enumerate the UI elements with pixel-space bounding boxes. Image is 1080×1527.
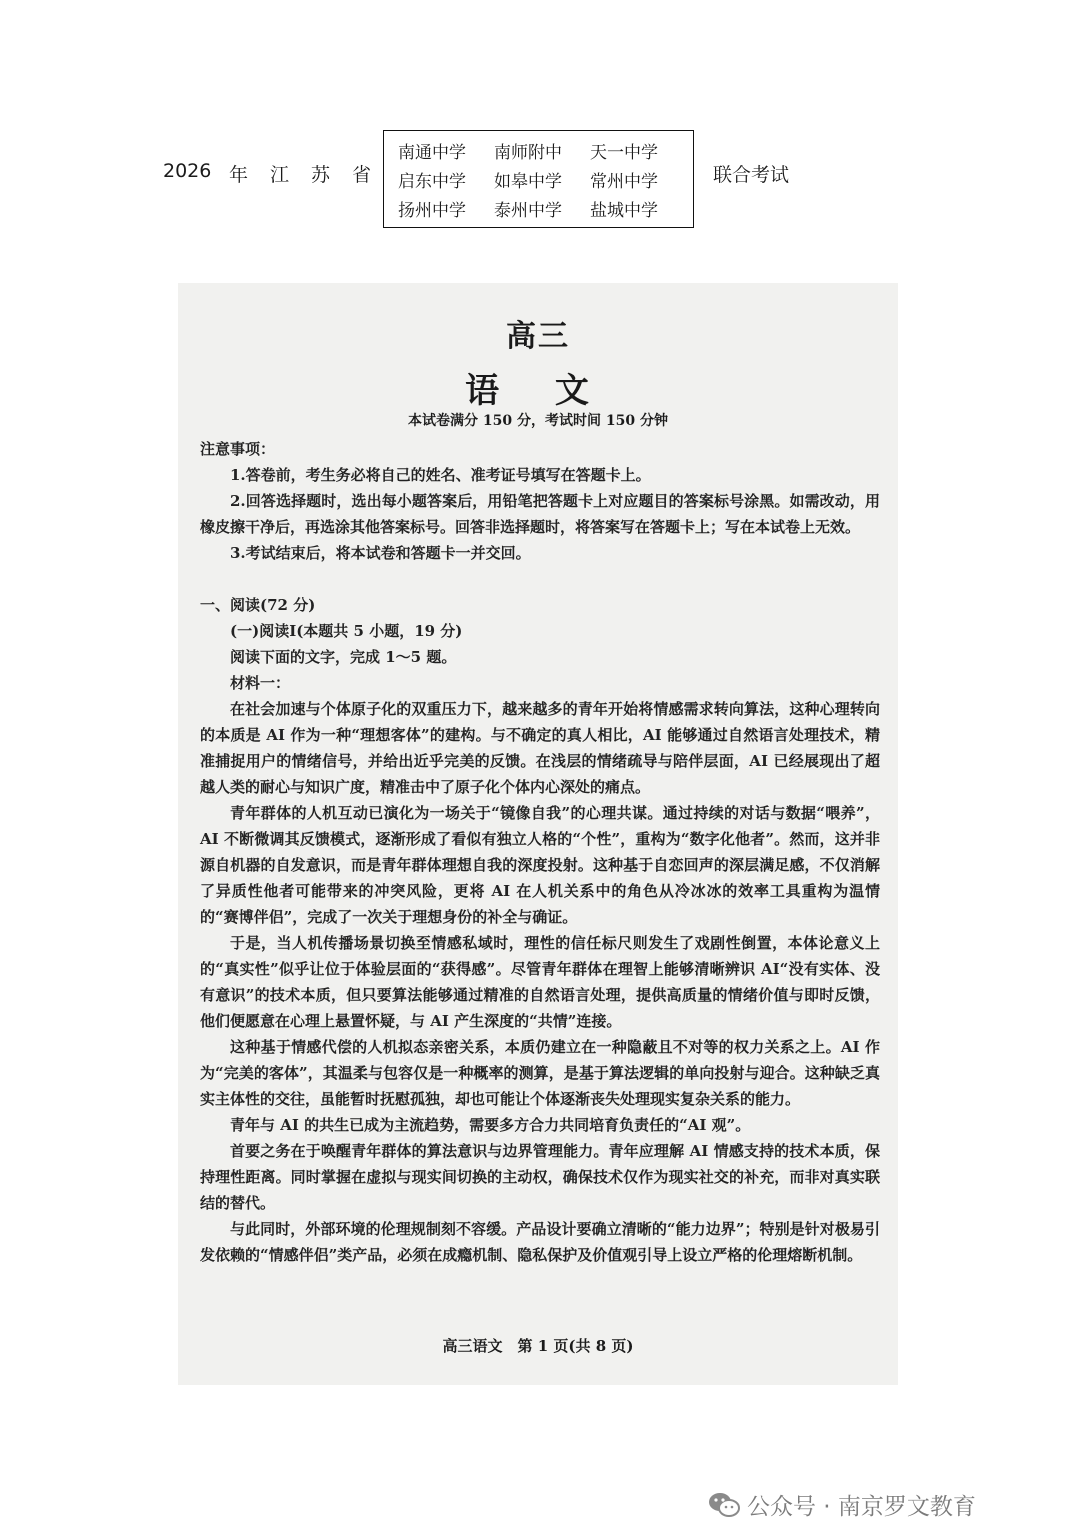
school-name: 盐城中学 xyxy=(590,201,658,221)
joint-exam-label: 联合考试 xyxy=(713,164,790,186)
exam-province xyxy=(229,160,393,187)
subject-title: 语 文 xyxy=(465,371,611,411)
material-title: 材料一： xyxy=(230,674,291,692)
wechat-watermark xyxy=(707,1488,976,1521)
school-name: 如皋中学 xyxy=(494,172,562,192)
province-char: 年 xyxy=(229,164,249,186)
province-char: 省 xyxy=(352,164,372,186)
material-paragraph: 首要之务在于唤醒青年群体的算法意识与边界管理能力。青年应理解 AI 情感支持的技术本质，保持理性距离。同时掌握在虚拟与现实间切换的主动权，确保技术仅作为现实社交的补充，而非对真实联结的替代。 xyxy=(200,1142,880,1212)
material-paragraph: 这种基于情感代偿的人机拟态亲密关系，本质仍建立在一种隐蔽且不对等的权力关系之上。AI 作为“完美的客体”，其温柔与包容仅是一种概率的测算，是基于算法逻辑的单向投射与迎合。这种缺乏真实主体性的交往，虽能暂时抚慰孤独，却也可能让个体逐渐丧失处理现实复杂关系的能力。 xyxy=(200,1038,880,1108)
reading-instruction: 阅读下面的文字，完成 1～5 题。 xyxy=(230,648,457,666)
grade-title: 高三 xyxy=(506,319,570,354)
exam-body xyxy=(200,436,880,1268)
exam-year: 2026 xyxy=(163,160,212,182)
page-footer: 高三语文 第 1 页(共 8 页) xyxy=(442,1337,634,1355)
school-row xyxy=(398,197,693,226)
section-title: 一、阅读(72 分) xyxy=(200,596,316,614)
notice-item: 2.回答选择题时，选出每小题答案后，用铅笔把答题卡上对应题目的答案标号涂黑。如需改动，用橡皮擦干净后，再选涂其他答案标号。回答非选择题时，将答案写在答题卡上；写在本试卷上无效。 xyxy=(200,492,880,536)
school-name: 常州中学 xyxy=(590,172,658,192)
scanned-exam-page xyxy=(178,283,898,1385)
school-row xyxy=(398,139,693,168)
school-name: 南通中学 xyxy=(398,143,466,163)
school-row xyxy=(398,168,693,197)
school-name: 扬州中学 xyxy=(398,201,466,221)
notice-item: 3.考试结束后，将本试卷和答题卡一并交回。 xyxy=(230,544,531,562)
notice-title: 注意事项： xyxy=(200,440,276,458)
notice-item: 1.答卷前，考生务必将自己的姓名、准考证号填写在答题卡上。 xyxy=(230,466,651,484)
watermark-text: 公众号 · 南京罗文教育 xyxy=(747,1494,976,1520)
province-char: 苏 xyxy=(311,164,331,186)
material-paragraph: 在社会加速与个体原子化的双重压力下，越来越多的青年开始将情感需求转向算法，这种心理转向的本质是 AI 作为一种“理想客体”的建构。与不确定的真人相比，AI 能够通过自然语言处理技术，精准捕捉用户的情绪信号，并给出近乎完美的反馈。在浅层的情绪疏导与陪伴层面，AI 已经展现出了超越人类的耐心与知识广度，精准击中了原子化个体内心深处的痛点。 xyxy=(200,700,880,796)
material-paragraph: 青年群体的人机互动已演化为一场关于“镜像自我”的心理共谋。通过持续的对话与数据“喂养”，AI 不断微调其反馈模式，逐渐形成了看似有独立人格的“个性”，重构为“数字化他者”。然而，这并非源自机器的自发意识，而是青年群体理想自我的深度投射。这种基于自恋回声的深层满足感，不仅消解了异质性他者可能带来的冲突风险，更将 AI 在人机关系中的角色从冷冰冰的效率工具重构为温情的“赛博伴侣”，完成了一次关于理想身份的补全与确证。 xyxy=(200,804,880,926)
school-name: 南师附中 xyxy=(494,143,562,163)
subsection-title: (一)阅读Ⅰ(本题共 5 小题，19 分) xyxy=(230,622,463,640)
material-paragraph: 与此同时，外部环境的伦理规制刻不容缓。产品设计要确立清晰的“能力边界”；特别是针对极易引发依赖的“情感伴侣”类产品，必须在成瘾机制、隐私保护及价值观引导上设立严格的伦理熔断机制。 xyxy=(200,1220,880,1264)
wechat-icon xyxy=(707,1491,741,1519)
exam-header xyxy=(0,0,1080,250)
material-paragraph: 青年与 AI 的共生已成为主流趋势，需要多方合力共同培育负责任的“AI 观”。 xyxy=(230,1116,751,1134)
schools-box xyxy=(383,130,694,228)
school-name: 泰州中学 xyxy=(494,201,562,221)
school-name: 启东中学 xyxy=(398,172,466,192)
material-paragraph: 于是，当人机传播场景切换至情感私域时，理性的信任标尺则发生了戏剧性倒置，本体论意义上的“真实性”似乎让位于体验层面的“获得感”。尽管青年群体在理智上能够清晰辨识 AI“没有实体、没有意识”的技术本质，但只要算法能够通过精准的自然语言处理，提供高质量的情绪价值与即时反馈，他们便愿意在心理上悬置怀疑，与 AI 产生深度的“共情”连接。 xyxy=(200,934,880,1030)
school-name: 天一中学 xyxy=(590,143,658,163)
province-char: 江 xyxy=(270,164,290,186)
exam-info: 本试卷满分 150 分，考试时间 150 分钟 xyxy=(408,413,668,429)
